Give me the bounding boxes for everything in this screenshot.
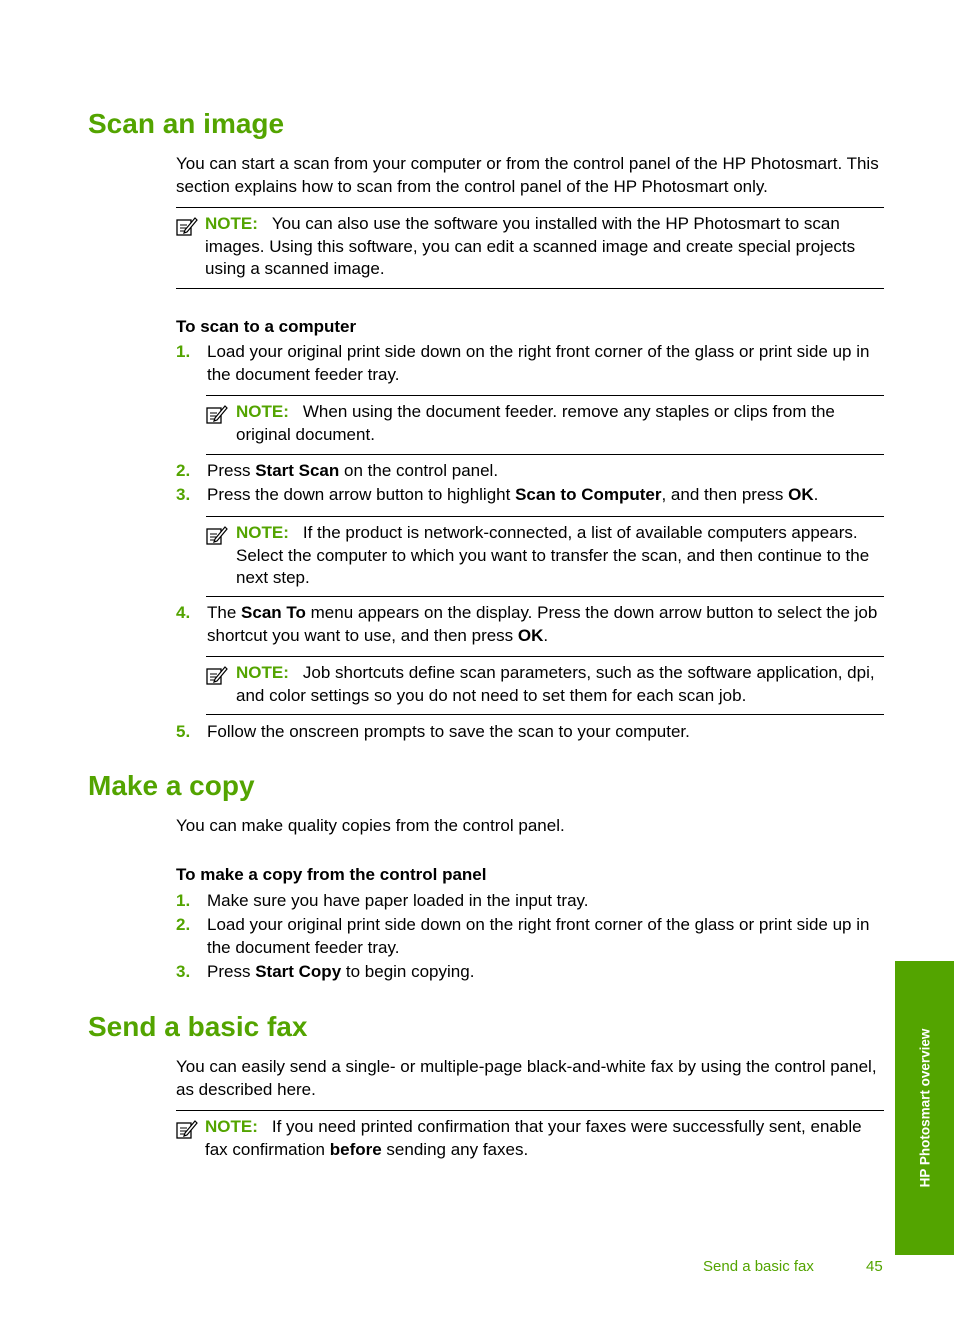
side-tab-label: HP Photosmart overview xyxy=(917,1028,932,1188)
step-number: 3. xyxy=(176,962,191,981)
note-label: NOTE: xyxy=(205,214,258,233)
note-icon xyxy=(206,665,228,685)
step-number: 1. xyxy=(176,342,191,361)
step-text: Press the down arrow button to highlight Scan to Computer, and then press OK. xyxy=(207,485,819,504)
page-number: 45 xyxy=(866,1258,883,1275)
note-icon xyxy=(206,404,228,424)
step-text: Press Start Scan on the control panel. xyxy=(207,461,499,480)
scan-step-5 xyxy=(176,720,888,743)
copy-step-2 xyxy=(176,913,888,959)
note-text: Job shortcuts define scan parameters, such as the software application, dpi, and color settings so you do not need to set them for each scan job. xyxy=(236,663,875,705)
step-number: 2. xyxy=(176,915,191,934)
step-number: 4. xyxy=(176,603,191,622)
note-label: NOTE: xyxy=(236,402,289,421)
fax-note: NOTE: If you need printed confirmation that your faxes were successfully sent, enable fax confirmation before sending any faxes. xyxy=(176,1110,884,1168)
step-number: 5. xyxy=(176,722,191,741)
procedure-title-copy: To make a copy from the control panel xyxy=(176,865,487,884)
scan-step-2 xyxy=(176,459,888,482)
note-icon xyxy=(176,1119,198,1139)
scan-step-note-1 xyxy=(206,395,884,455)
section-title-copy: Make a copy xyxy=(88,770,255,801)
scan-step-1 xyxy=(176,340,888,386)
scan-step-note-3 xyxy=(206,516,884,597)
copy-step-1 xyxy=(176,889,888,912)
chapter-side-tab xyxy=(895,961,954,1255)
copy-intro: You can make quality copies from the control panel. xyxy=(176,816,565,835)
note-text: When using the document feeder. remove any staples or clips from the original document. xyxy=(236,402,835,444)
scan-intro: You can start a scan from your computer or from the control panel of the HP Photosmart. This section explains how to scan from the control panel of the HP Photosmart only. xyxy=(176,154,879,196)
note-text: If the product is network-connected, a list of available computers appears. Select the computer to which you want to transfer the scan, and then continue to the next step. xyxy=(236,523,870,587)
footer-section-link[interactable]: Send a basic fax xyxy=(703,1258,814,1275)
note-label: NOTE: xyxy=(236,523,289,542)
note-icon xyxy=(206,525,228,545)
procedure-title-scan: To scan to a computer xyxy=(176,317,357,336)
scan-step-note-4 xyxy=(206,656,884,715)
scan-step-3 xyxy=(176,483,888,506)
section-title-scan: Scan an image xyxy=(88,108,285,139)
step-text: Press Start Copy to begin copying. xyxy=(207,962,475,981)
note-icon xyxy=(176,216,198,236)
section-title-fax: Send a basic fax xyxy=(88,1011,308,1042)
scan-step-4 xyxy=(176,601,888,647)
copy-step-3 xyxy=(176,960,888,983)
step-text: Follow the onscreen prompts to save the scan to your computer. xyxy=(207,722,690,741)
fax-intro: You can easily send a single- or multiple-page black-and-white fax by using the control panel, as described here. xyxy=(176,1057,877,1099)
note-label: NOTE: xyxy=(205,1117,258,1136)
step-number: 1. xyxy=(176,891,191,910)
step-text: Load your original print side down on the right front corner of the glass or print side up in the document feeder tray. xyxy=(207,915,870,957)
scan-note xyxy=(176,207,884,289)
note-label: NOTE: xyxy=(236,663,289,682)
step-text: The Scan To menu appears on the display. Press the down arrow button to select the job shortcut you want to use, and then press OK. xyxy=(207,603,878,645)
step-text: Make sure you have paper loaded in the input tray. xyxy=(207,891,589,910)
step-number: 3. xyxy=(176,485,191,504)
note-text: You can also use the software you installed with the HP Photosmart to scan images. Using this software, you can edit a scanned image and create special projects using a scanned image. xyxy=(205,214,856,278)
step-number: 2. xyxy=(176,461,191,480)
step-text: Load your original print side down on the right front corner of the glass or print side up in the document feeder tray. xyxy=(207,342,870,384)
